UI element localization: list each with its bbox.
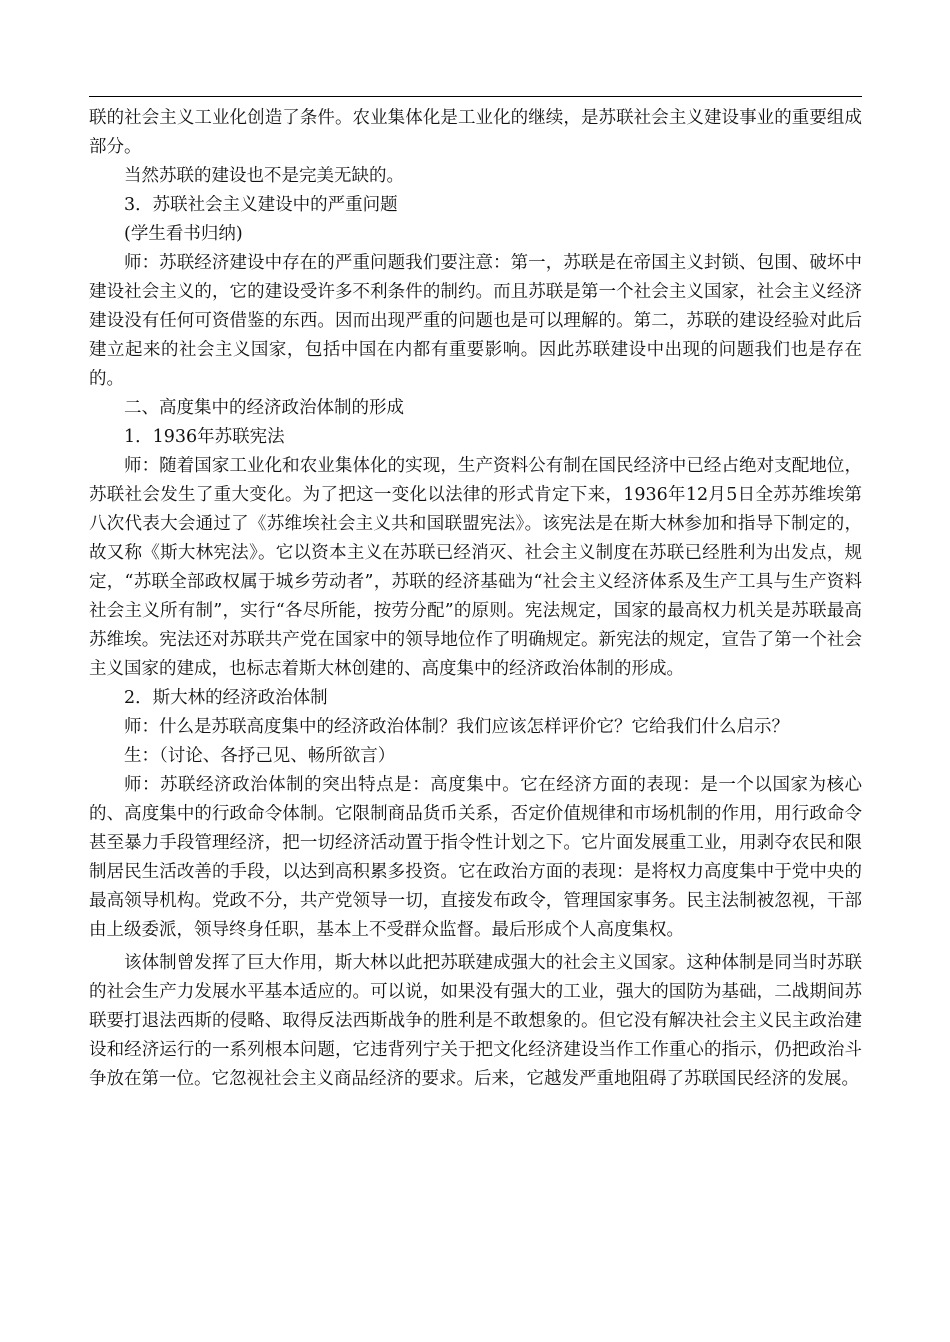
subheading-serious-problems: 3．苏联社会主义建设中的严重问题 <box>124 195 398 215</box>
paragraph-teacher-problems: 师：苏联经济建设中存在的严重问题我们要注意：第一，苏联是在帝国主义封锁、包围、破坏中建设社会主义的，它的建设受许多不利条件的制约。而且苏联是第一个社会主义国家，社会主义经济建设没有任何可资借鉴的东西。因而出现严重的问题也是可以理解的。第二，苏联的建设经验对此后建立起来的社会主义国家，包括中国在内都有重要影响。因此苏联建设中出现的问题我们也是存在的。 <box>89 253 862 389</box>
document-body <box>89 104 862 1094</box>
subheading-1936-constitution: 1．1936年苏联宪法 <box>124 427 285 447</box>
paragraph-teacher-characteristics: 师：苏联经济政治体制的突出特点是：高度集中。它在经济方面的表现：是一个以国家为核心的、高度集中的行政命令体制。它限制商品货币关系，否定价值规律和市场机制的作用，用行政命令甚至暴力手段管理经济，把一切经济活动置于指令性计划之下。它片面发展重工业，用剥夺农民和限制居民生活改善的手段，以达到高积累多投资。它在政治方面的表现：是将权力高度集中于党中央的最高领导机构。党政不分，共产党领导一切，直接发布政令，管理国家事务。民主法制被忽视，干部由上级委派，领导终身任职，基本上不受群众监督。最后形成个人高度集权。 <box>89 775 862 940</box>
header-rule <box>89 96 862 97</box>
note-student-summary: (学生看书归纳) <box>124 224 243 244</box>
paragraph-student-discussion: 生：（讨论、各抒己见、畅所欲言） <box>124 746 396 766</box>
paragraph-evaluation: 该体制曾发挥了巨大作用，斯大林以此把苏联建成强大的社会主义国家。这种体制是同当时苏联的社会生产力发展水平基本适应的。可以说，如果没有强大的工业，强大的国防为基础，二战期间苏联要打退法西斯的侵略、取得反法西斯战争的胜利是不敢想象的。但它没有解决社会主义民主政治建设和经济运行的一系列根本问题，它违背列宁关于把文化经济建设当作工作重心的指示，仍把政治斗争放在第一位。它忽视社会主义商品经济的要求。后来，它越发严重地阻碍了苏联国民经济的发展。 <box>89 953 862 1089</box>
paragraph-teacher-question: 师：什么是苏联高度集中的经济政治体制？我们应该怎样评价它？它给我们什么启示？ <box>124 717 789 737</box>
paragraph-continuation: 联的社会主义工业化创造了条件。农业集体化是工业化的继续，是苏联社会主义建设事业的重要组成部分。 <box>89 108 862 157</box>
section-heading-system-formation: 二、高度集中的经济政治体制的形成 <box>124 398 404 418</box>
paragraph-transition: 当然苏联的建设也不是完美无缺的。 <box>124 166 404 186</box>
paragraph-teacher-constitution: 师：随着国家工业化和农业集体化的实现，生产资料公有制在国民经济中已经占绝对支配地位，苏联社会发生了重大变化。为了把这一变化以法律的形式肯定下来，1936年12月5日全苏苏维埃第八次代表大会通过了《苏维埃社会主义共和国联盟宪法》。该宪法是在斯大林参加和指导下制定的，故又称《斯大林宪法》。它以资本主义在苏联已经消灭、社会主义制度在苏联已经胜利为出发点，规定，“苏联全部政权属于城乡劳动者”，苏联的经济基础为“社会主义经济体系及生产工具与生产资料社会主义所有制”，实行“各尽所能，按劳分配”的原则。宪法规定，国家的最高权力机关是苏联最高苏维埃。宪法还对苏联共产党在国家中的领导地位作了明确规定。新宪法的规定，宣告了第一个社会主义国家的建成，也标志着斯大林创建的、高度集中的经济政治体制的形成。 <box>89 456 862 679</box>
subheading-stalin-system: 2．斯大林的经济政治体制 <box>124 688 328 708</box>
